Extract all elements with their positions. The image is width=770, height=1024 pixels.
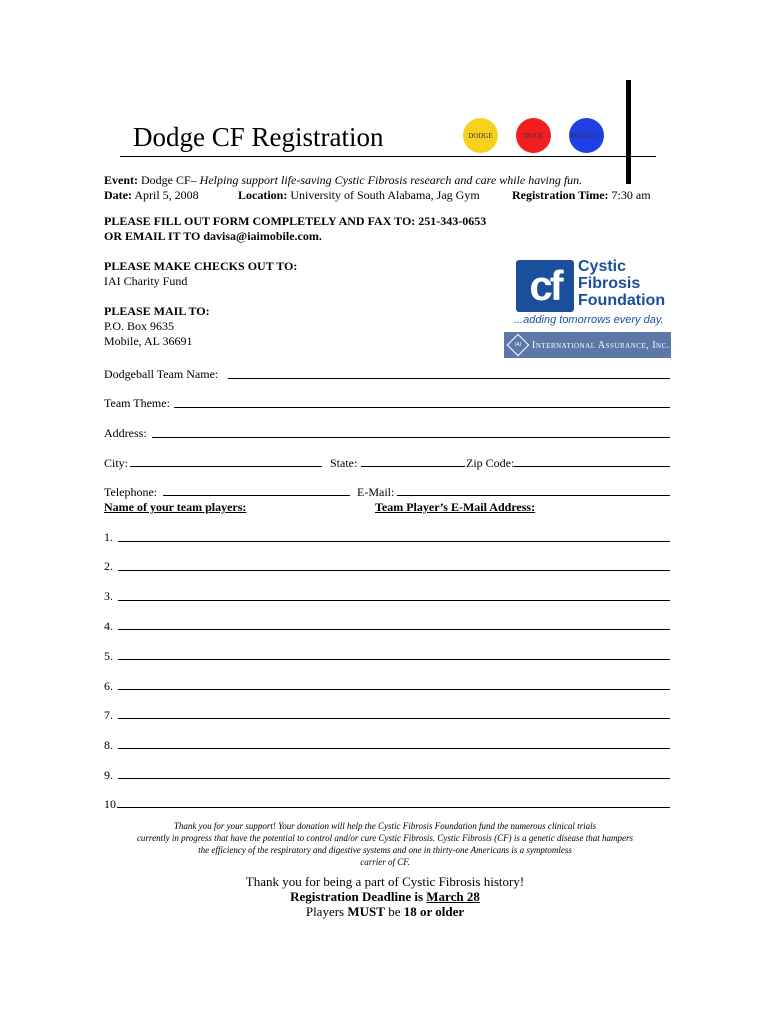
iai-logo [504,332,671,358]
dodge-ball-label: DODGE [468,131,493,140]
state-field[interactable] [361,466,465,467]
fax-instruction: PLEASE FILL OUT FORM COMPLETELY AND FAX TO: 251-343-0653 [104,214,487,228]
city-label: City: [104,456,129,470]
mail-address-line2: Mobile, AL 36691 [104,334,193,348]
deflect-ball-label: DEFLECT [571,131,602,140]
player-number: 6. [104,679,113,693]
event-label: Event: [104,173,138,187]
location-label: Location: [238,188,288,202]
mail-address-line1: P.O. Box 9635 [104,319,175,333]
player-line[interactable] [118,659,670,660]
checks-heading: PLEASE MAKE CHECKS OUT TO: [104,259,298,273]
duck-ball-label: DUCK [523,131,544,140]
address-field[interactable] [152,437,670,438]
cf-tagline: ...adding tomorrows every day. [514,314,664,326]
zip-label: Zip Code: [466,456,515,470]
email-label: E-Mail: [357,485,395,499]
event-tagline: – Helping support life-saving Cystic Fibrosis research and care while having fun. [190,173,583,187]
reg-time-line [512,188,651,203]
cf-foundation-logo [508,258,673,330]
event-name: Dodge CF [141,173,191,187]
zip-field[interactable] [514,466,670,467]
player-number: 4. [104,619,113,633]
support-note: Thank you for your support! Your donation will help the Cystic Fibrosis Foundation fund the numerous clinical trials currently in progress that have the potential to control and/or cure Cystic Fibrosis. Cystic Fibrosis (CF) is a genetic disease that hampers the efficiency of the respiratory and digestive systems and one in thirty-one Americans is a symptomless carrier of CF. [136,821,634,867]
cf-wordmark: Cystic Fibrosis Foundation [578,258,666,309]
player-line[interactable] [118,570,670,571]
player-line[interactable] [118,718,670,719]
telephone-label: Telephone: [104,485,158,499]
player-line[interactable] [118,748,670,749]
team-theme-label: Team Theme: [104,396,170,410]
player-number: 7. [104,708,113,722]
event-line [104,173,582,188]
date-line [104,188,199,203]
player-line[interactable] [118,541,670,542]
age-requirement: Players MUST be 18 or older [305,904,465,919]
city-field[interactable] [130,466,322,467]
player-number: 5. [104,649,113,663]
reg-time-value: 7:30 am [611,188,651,202]
player-number: 2. [104,559,113,573]
player-line[interactable] [118,778,670,779]
team-name-label: Dodgeball Team Name: [104,367,219,381]
address-label: Address: [104,426,147,440]
player-line[interactable] [118,689,670,690]
player-number: 8. [104,738,113,752]
date-value: April 5, 2008 [134,188,199,202]
checks-payee: IAI Charity Fund [104,274,188,288]
dodge-ball-icon [463,118,498,153]
deadline-date: March 28 [426,889,480,904]
iai-name: International Assurance, Inc. [532,339,670,351]
history-thanks: Thank you for being a part of Cystic Fibrosis history! [245,874,525,889]
deflect-ball-icon [569,118,604,153]
player-number: 3. [104,589,113,603]
mail-heading: PLEASE MAIL TO: [104,304,210,318]
email-field[interactable] [397,495,670,496]
location-value: University of South Alabama, Jag Gym [290,188,480,202]
player-number: 10. [104,797,119,811]
date-label: Date: [104,188,132,202]
reg-time-label: Registration Time: [512,188,609,202]
page-title: Dodge CF Registration [133,122,384,152]
iai-diamond-icon: IAI [507,334,530,357]
title-underline [120,156,656,157]
deadline-line: Registration Deadline is March 28 [290,889,480,904]
player-line[interactable] [118,807,670,808]
player-number: 9. [104,768,113,782]
email-instruction: OR EMAIL IT TO davisa@iaimobile.com. [104,229,322,243]
cf-mark-icon: cf [516,260,574,312]
player-email-heading: Team Player’s E-Mail Address: [375,500,536,514]
state-label: State: [330,456,358,470]
player-line[interactable] [118,600,670,601]
player-number: 1. [104,530,113,544]
team-theme-field[interactable] [174,407,670,408]
duck-ball-icon [516,118,551,153]
vertical-bar [626,80,631,184]
team-name-field[interactable] [228,378,670,379]
telephone-field[interactable] [163,495,350,496]
players-heading: Name of your team players: [104,500,247,514]
location-line [238,188,480,203]
player-line[interactable] [118,629,670,630]
